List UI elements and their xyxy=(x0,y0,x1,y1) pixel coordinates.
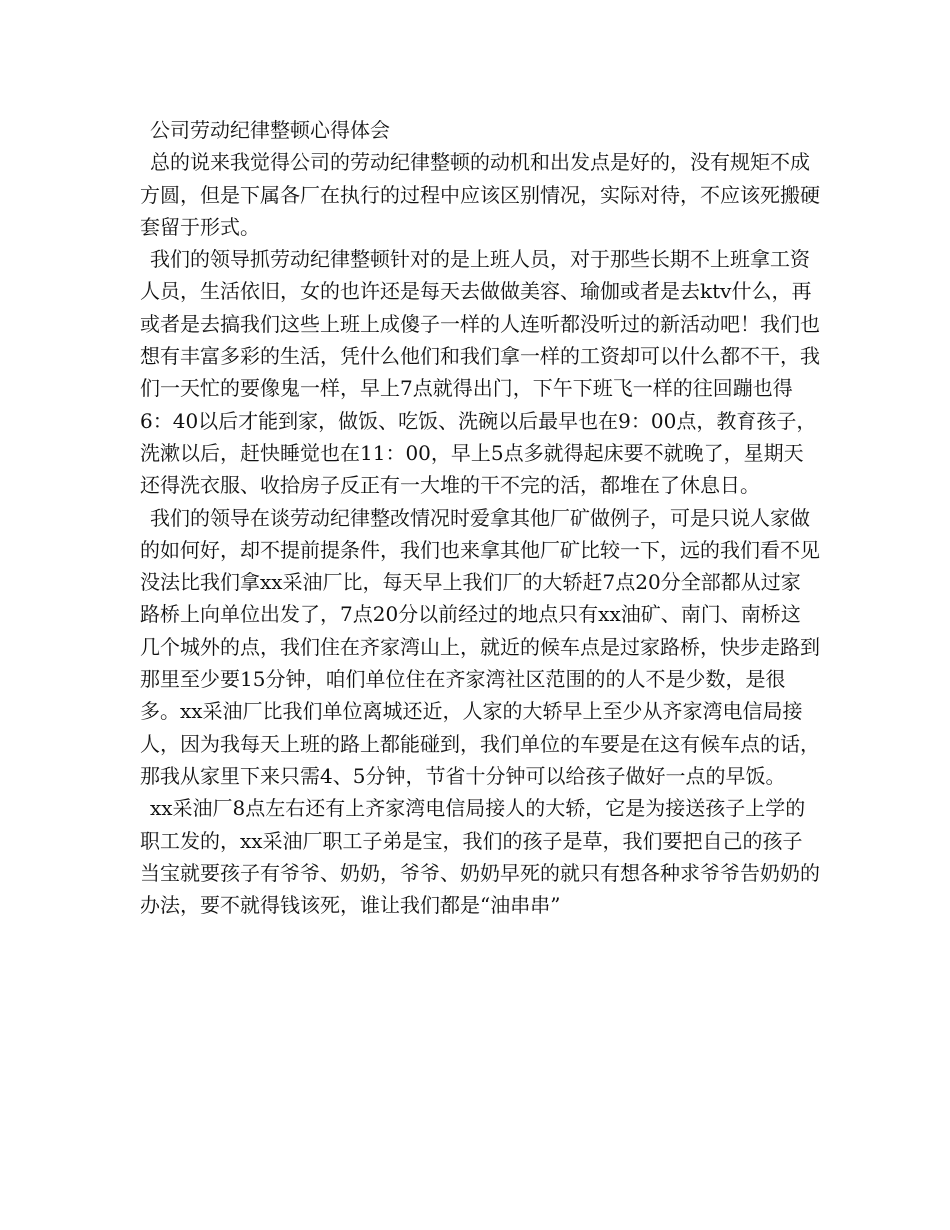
document-title: 公司劳动纪律整顿心得体会 xyxy=(150,118,390,142)
document-body xyxy=(140,114,820,921)
paragraph-4: xx采油厂8点左右还有上齐家湾电信局接人的大轿，它是为接送孩子上学的职工发的，xx采油厂职工子弟是宝，我们的孩子是草，我们要把自己的孩子当宝就要孩子有爷爷、奶奶，爷爷、奶奶早死的就只有想各种求爷爷告奶奶的办法，要不就得钱该死，谁让我们都是“油串串” xyxy=(140,796,820,918)
paragraph-3: 我们的领导在谈劳动纪律整改情况时爱拿其他厂矿做例子，可是只说人家做的如何好，却不提前提条件，我们也来拿其他厂矿比较一下，远的我们看不见没法比我们拿xx采油厂比，每天早上我们厂的大轿赶7点20分全部都从过家路桥上向单位出发了，7点20分以前经过的地点只有xx油矿、南门、南桥这几个城外的点，我们住在齐家湾山上，就近的候车点是过家路桥，快步走路到那里至少要15分钟，咱们单位住在齐家湾社区范围的的人不是少数，是很多。xx采油厂比我们单位离城还近，人家的大轿早上至少从齐家湾电信局接人，因为我每天上班的路上都能碰到，我们单位的车要是在这有候车点的话，那我从家里下来只需4、5分钟，节省十分钟可以给孩子做好一点的早饭。 xyxy=(140,505,820,788)
paragraph-1: 总的说来我觉得公司的劳动纪律整顿的动机和出发点是好的，没有规矩不成方圆，但是下属各厂在执行的过程中应该区别情况，实际对待，不应该死搬硬套留于形式。 xyxy=(140,150,820,239)
paragraph-2: 我们的领导抓劳动纪律整顿针对的是上班人员，对于那些长期不上班拿工资人员，生活依旧，女的也许还是每天去做做美容、瑜伽或者是去ktv什么，再或者是去搞我们这些上班上成傻子一样的人连听都没听过的新活动吧！我们也想有丰富多彩的生活，凭什么他们和我们拿一样的工资却可以什么都不干，我们一天忙的要像鬼一样，早上7点就得出门，下午下班飞一样的往回蹦也得6：40以后才能到家，做饭、吃饭、洗碗以后最早也在9：00点，教育孩子，洗漱以后，赶快睡觉也在11：00，早上5点多就得起床要不就晚了，星期天还得洗衣服、收拾房子反正有一大堆的干不完的活，都堆在了休息日。 xyxy=(140,247,820,498)
